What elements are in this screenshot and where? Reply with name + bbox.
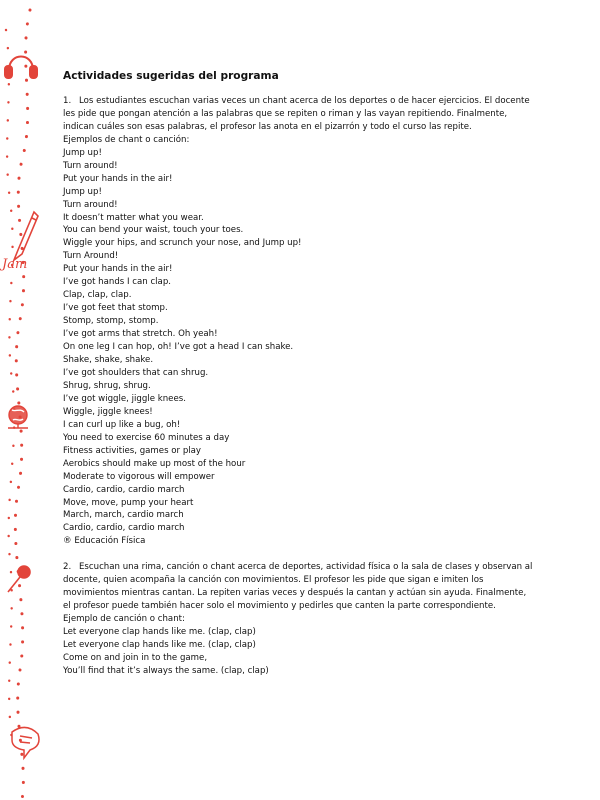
- speech-bubble-icon: [12, 727, 39, 758]
- activity-1-text: Los estudiantes escuchan varias veces un chant acerca de los deportes o de hacer ejercicios. El docente les pide que pongan atención a las palabras que se repiten o riman y las vayan repitiendo. Finalmente, indican cuáles son esas palabras, el profesor las anota en el pizarrón y todo el curso las repite.: [63, 95, 530, 132]
- chant-line: I’ve got wiggle, jiggle knees.: [63, 393, 186, 404]
- chant-line: Shrug, shrug, shrug.: [63, 380, 151, 391]
- chant-line: Jump up!: [63, 147, 102, 158]
- pencil-icon: [14, 212, 38, 260]
- chant-line: Wiggle your hips, and scrunch your nose, and Jump up!: [63, 238, 302, 249]
- chant-line: Turn around!: [63, 199, 118, 210]
- activity-1-number: 1.: [63, 95, 72, 106]
- chant-line: Fitness activities, games or play: [63, 445, 202, 456]
- activity-2-chant: [63, 613, 533, 678]
- chant-line: You need to exercise 60 minutes a day: [63, 432, 230, 443]
- chant-line: Put your hands in the air!: [63, 173, 173, 184]
- chant-line: Moderate to vigorous will empower: [63, 471, 215, 482]
- margin-decoration: [0, 0, 48, 800]
- page-title: Actividades sugeridas del programa: [63, 70, 279, 82]
- chant-line: I can curl up like a bug, oh!: [63, 419, 181, 430]
- chant-line: Ejemplo de canción o chant:: [63, 614, 185, 625]
- chant-line: On one leg I can hop, oh! I’ve got a head I can shake.: [63, 342, 294, 353]
- source-credit: ® Educación Física: [63, 536, 146, 547]
- chant-line: March, march, cardio march: [63, 510, 184, 521]
- chant-line: Stomp, stomp, stomp.: [63, 316, 159, 327]
- doodle-word: Jam: [2, 257, 28, 272]
- chant-line: Move, move, pump your heart: [63, 497, 194, 508]
- activity-2-description: [63, 561, 533, 613]
- document-body: [63, 70, 533, 678]
- chant-line: Come on and join in to the game,: [63, 652, 208, 663]
- globe-icon: [8, 406, 28, 428]
- activity-1-chant: [63, 134, 533, 549]
- chant-line: Ejemplos de chant o canción:: [63, 134, 190, 145]
- chant-line: You’ll find that it’s always the same. (clap, clap): [63, 665, 269, 676]
- chant-line: Clap, clap, clap.: [63, 290, 132, 301]
- chant-line: It doesn’t matter what you wear.: [63, 212, 204, 223]
- chant-line: Let everyone clap hands like me. (clap, clap): [63, 627, 256, 638]
- headphones-icon: [5, 57, 37, 79]
- chant-line: I’ve got feet that stomp.: [63, 303, 168, 314]
- chant-line: I’ve got shoulders that can shrug.: [63, 367, 209, 378]
- activity-2-text: Escuchan una rima, canción o chant acerca de deportes, actividad física o la sala de clases y observan al docente, quien acompaña la canción con movimientos. El profesor les pide que sigan e imiten los movimientos mientras cantan. La repiten varias veces y después la cantan y actúan sin ayuda. Finalmente, el profesor puede también hacer solo el movimiento y pedirles que canten la parte correspondiente.: [63, 562, 533, 612]
- chant-line: Shake, shake, shake.: [63, 355, 154, 366]
- chant-line: Jump up!: [63, 186, 102, 197]
- chant-line: Let everyone clap hands like me. (clap, clap): [63, 640, 256, 651]
- chant-line: Turn Around!: [63, 251, 119, 262]
- chant-line: Cardio, cardio, cardio march: [63, 523, 185, 534]
- chant-line: Wiggle, jiggle knees!: [63, 406, 153, 417]
- chant-line: I’ve got hands I can clap.: [63, 277, 172, 288]
- chant-line: You can bend your waist, touch your toes.: [63, 225, 244, 236]
- chant-line: I’ve got arms that stretch. Oh yeah!: [63, 329, 218, 340]
- chant-line: Aerobics should make up most of the hour: [63, 458, 246, 469]
- chant-line: Turn around!: [63, 160, 118, 171]
- activity-2-number: 2.: [63, 562, 72, 573]
- chant-line: Cardio, cardio, cardio march: [63, 484, 185, 495]
- microphone-icon: [8, 566, 30, 592]
- chant-line: Put your hands in the air!: [63, 264, 173, 275]
- activity-1-description: [63, 95, 533, 134]
